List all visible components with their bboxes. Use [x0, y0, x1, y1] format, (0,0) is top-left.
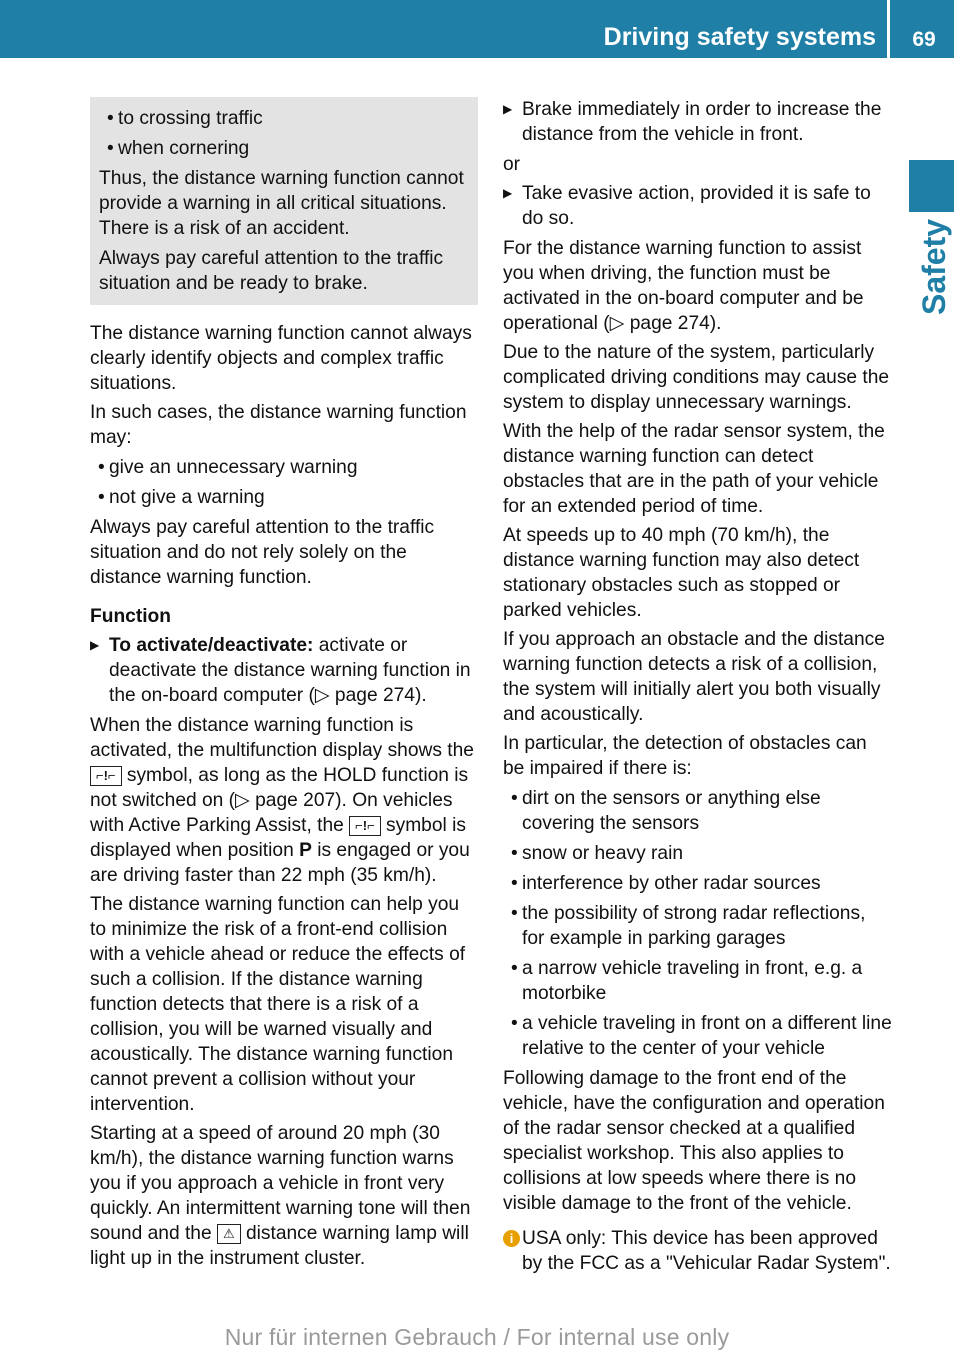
- section-tab: [909, 160, 954, 212]
- paragraph: Starting at a speed of around 20 mph (30 km/h), the distance warning function warns you if you approach a vehicle in front very quickly. An intermittent warning tone will then sound and the ⚠ distance warning lamp will light up in the instrument cluster.: [90, 1123, 471, 1269]
- step-arrow-icon: ▶: [503, 102, 513, 116]
- right-column: [503, 97, 893, 1276]
- list-item: • a vehicle traveling in front on a different line relative to the center of your vehicle: [511, 1013, 892, 1059]
- instruction-step: ▶ Brake immediately in order to increase the distance from the vehicle in front.: [503, 99, 882, 145]
- paragraph: If you approach an obstacle and the distance warning function detects a risk of a collision, the system will initially alert you both visually and acoustically.: [503, 629, 885, 725]
- list-item: • to crossing traffic: [107, 108, 263, 129]
- paragraph: or: [503, 154, 521, 175]
- page-number: 69: [912, 28, 936, 51]
- paragraph: Following damage to the front end of the vehicle, have the configuration and operation of the radar sensor checked at a qualified specialist workshop. This also applies to collisions at low speeds where there is no visible damage to the front of the vehicle.: [503, 1068, 885, 1214]
- paragraph: In particular, the detection of obstacles can be impaired if there is:: [503, 733, 867, 779]
- info-note: i USA only: This device has been approved by the FCC as a "Vehicular Radar System".: [503, 1226, 893, 1276]
- step-arrow-icon: ▶: [90, 638, 100, 652]
- step-arrow-icon: ▶: [503, 186, 513, 200]
- list-item: • not give a warning: [98, 487, 265, 508]
- list-item: • dirt on the sensors or anything else covering the sensors: [511, 788, 821, 834]
- paragraph: In such cases, the distance warning function may:: [90, 402, 467, 448]
- info-icon: i: [503, 1230, 520, 1247]
- instruction-step: ▶ Take evasive action, provided it is safe to do so.: [503, 183, 871, 229]
- warning-text: Thus, the distance warning function cannot provide a warning in all critical situations. There is a risk of an accident.: [99, 168, 464, 239]
- list-item: • the possibility of strong radar reflections, for example in parking garages: [511, 903, 866, 949]
- paragraph: With the help of the radar sensor system, the distance warning function can detect obstacles that are in the path of your vehicle for an extended period of time.: [503, 421, 885, 517]
- distance-warning-symbol-icon: ⌐!⌐: [349, 816, 381, 836]
- paragraph: For the distance warning function to assist you when driving, the function must be activated in the on-board computer and be operational (▷ page 274).: [503, 238, 864, 334]
- warning-text: Always pay careful attention to the traffic situation and be ready to brake.: [99, 248, 444, 294]
- list-item: • give an unnecessary warning: [98, 457, 358, 478]
- list-item: • snow or heavy rain: [511, 843, 684, 864]
- side-section-label: Safety: [916, 218, 952, 316]
- paragraph: When the distance warning function is activated, the multifunction display shows the ⌐!⌐ symbol, as long as the HOLD function is not switched on (▷ page 207). On vehicles with Active Parking Assist, the ⌐!⌐ symbol is displayed when position P is engaged or you are driving faster than 22 mph (35 km/h).: [90, 715, 474, 886]
- distance-warning-symbol-icon: ⌐!⌐: [90, 766, 122, 786]
- warning-lamp-icon: ⚠: [217, 1224, 241, 1244]
- paragraph: The distance warning function cannot always clearly identify objects and complex traffic situations.: [90, 323, 472, 394]
- paragraph: Always pay careful attention to the traffic situation and do not rely solely on the distance warning function.: [90, 517, 435, 588]
- warning-box: [90, 97, 478, 305]
- section-title: Driving safety systems: [603, 23, 876, 51]
- watermark-footer: Nur für internen Gebrauch / For internal use only: [224, 1324, 730, 1350]
- paragraph: Due to the nature of the system, particularly complicated driving conditions may cause the system to display unnecessary warnings.: [503, 342, 890, 413]
- list-item: • when cornering: [107, 138, 250, 159]
- list-item: • interference by other radar sources: [511, 873, 821, 894]
- page-header: [0, 0, 954, 58]
- paragraph: At speeds up to 40 mph (70 km/h), the distance warning function may also detect stationary obstacles such as stopped or parked vehicles.: [503, 525, 860, 621]
- paragraph: The distance warning function can help you to minimize the risk of a front-end collision with a vehicle ahead or reduce the effects of such a collision. If the distance warning function detects that there is a risk of a collision, you will be warned visually and acoustically. The distance warning function cannot prevent a collision without your intervention.: [90, 894, 466, 1115]
- subheading: Function: [90, 606, 171, 627]
- header-divider: [887, 0, 890, 58]
- list-item: • a narrow vehicle traveling in front, e.g. a motorbike: [511, 958, 863, 1004]
- instruction-step: ▶ To activate/deactivate: activate or deactivate the distance warning function in the on-board computer (▷ page 274).: [90, 635, 471, 706]
- left-column: [90, 97, 478, 1275]
